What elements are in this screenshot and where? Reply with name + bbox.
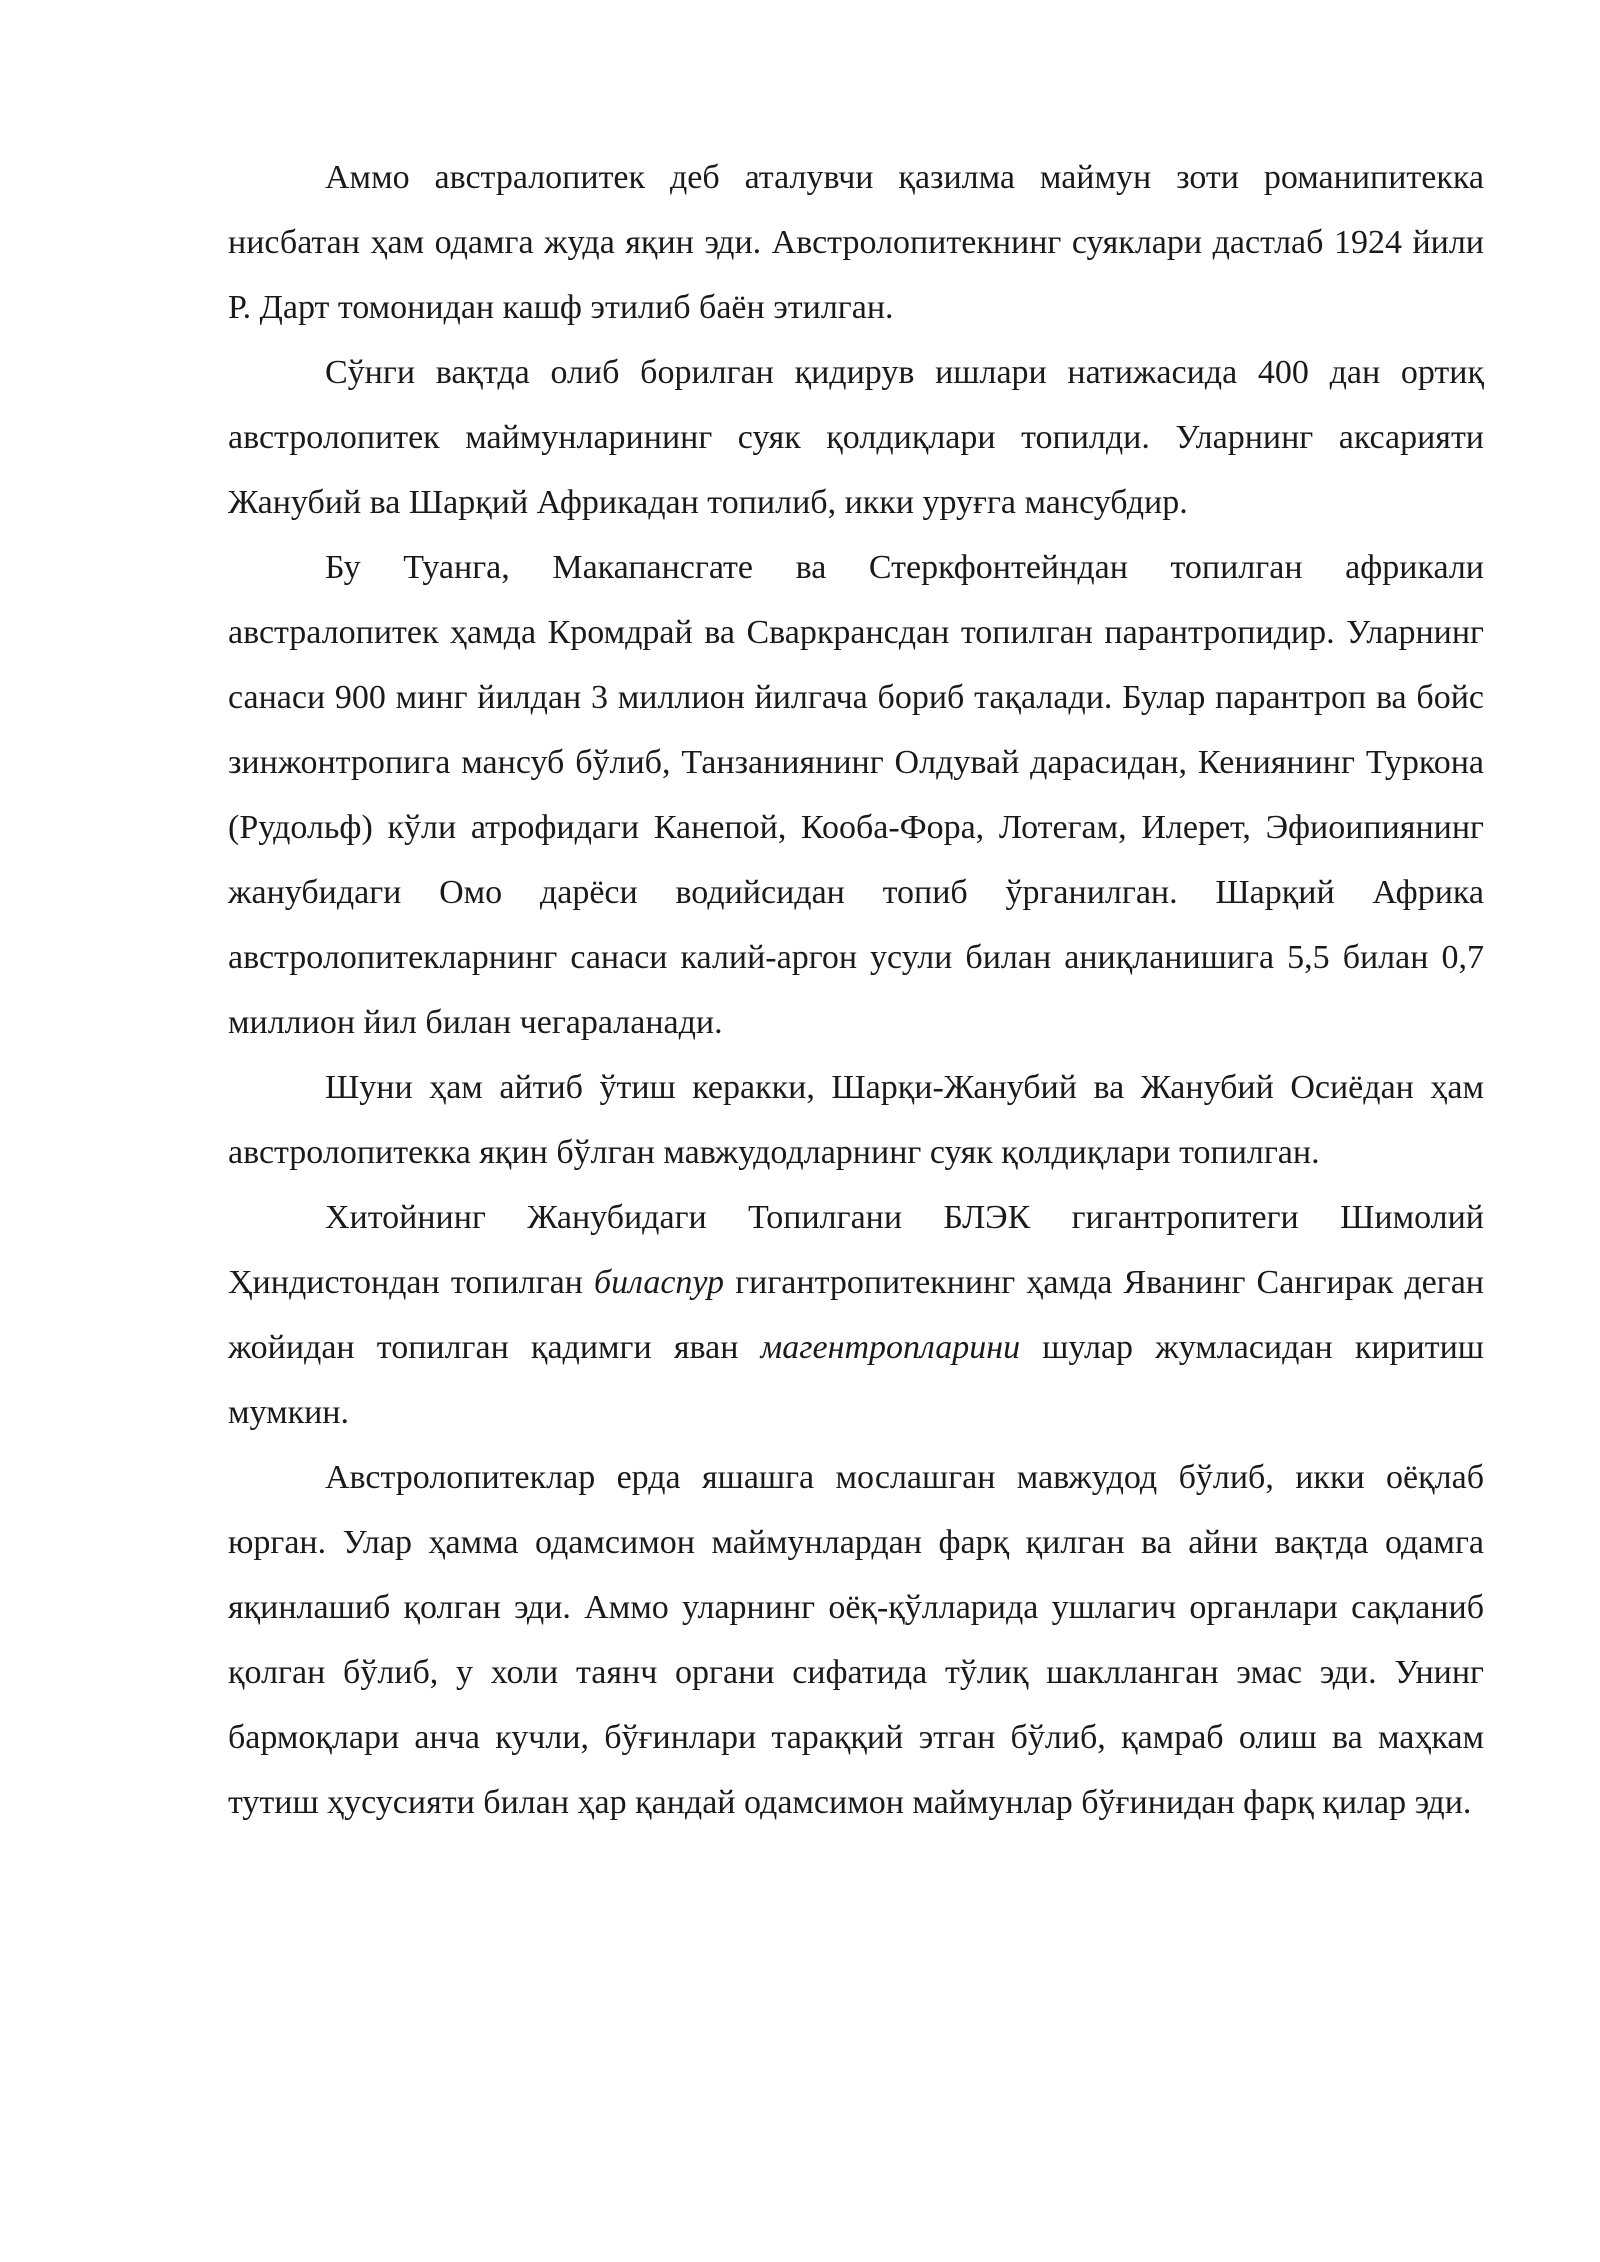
paragraph-1-text: Аммо австралопитек деб аталувчи қазилма маймун зоти романипитекка нисбатан ҳам одамга жуда яқин эди. Австролопитекнинг суяклари дастлаб 1924 йили Р. Дарт томонидан кашф этилиб баён этилган. <box>228 159 1484 326</box>
paragraph-6 <box>228 1445 1484 1835</box>
paragraph-2 <box>228 340 1484 535</box>
paragraph-5-text-part-2: гигантропитекнинг ҳамда Яванинг Сангирак деган жойидан топилган қадимги яван <box>228 1264 1484 1366</box>
paragraph-5-text-part-3: шулар жумласидан киритиш мумкин. <box>228 1329 1484 1431</box>
paragraph-1 <box>228 145 1484 340</box>
paragraph-3 <box>228 535 1484 1055</box>
paragraph-4 <box>228 1055 1484 1185</box>
paragraph-2-text: Сўнги вақтда олиб борилган қидирув ишлари натижасида 400 дан ортиқ австролопитек маймунларининг суяк қолдиқлари топилди. Уларнинг аксарияти Жанубий ва Шарқий Африкадан топилиб, икки уруғга мансубдир. <box>228 354 1484 521</box>
paragraph-4-text: Шуни ҳам айтиб ўтиш керакки, Шарқи-Жанубий ва Жанубий Осиёдан ҳам австролопитекка яқин бўлган мавжудодларнинг суяк қолдиқлари топилган. <box>228 1069 1484 1171</box>
paragraph-5-text-part-1: Хитойнинг Жанубидаги Топилгани БЛЭК гигантропитеги Шимолий Ҳиндистондан топилган <box>228 1199 1484 1301</box>
document-page <box>228 145 1484 1835</box>
paragraph-5 <box>228 1185 1484 1445</box>
paragraph-5-italic-term-1: биласпур <box>593 1264 725 1301</box>
paragraph-3-text: Бу Туанга, Макапансгате ва Стеркфонтейндан топилган африкали австралопитек ҳамда Кромдрай ва Сваркрансдан топилган парантропидир. Уларнинг санаси 900 минг йилдан 3 миллион йилгача бориб тақалади. Булар парантроп ва бойс зинжонтропига мансуб бўлиб, Танзаниянинг Олдувай дарасидан, Кениянинг Туркона (Рудольф) кўли атрофидаги Канепой, Кооба-Фора, Лотегам, Илерет, Эфиоипиянинг жанубидаги Омо дарёси водийсидан топиб ўрганилган. Шарқий Африка австролопитекларнинг санаси калий-аргон усули билан аниқланишига 5,5 билан 0,7 миллион йил билан чегараланади. <box>228 549 1484 1041</box>
paragraph-5-italic-term-2: магентропларини <box>760 1329 1021 1366</box>
paragraph-6-text: Австролопитеклар ерда яшашга мослашган мавжудод бўлиб, икки оёқлаб юрган. Улар ҳамма одамсимон маймунлардан фарқ қилган ва айни вақтда одамга яқинлашиб қолган эди. Аммо уларнинг оёқ-қўлларида ушлагич органлари сақланиб қолган бўлиб, у холи таянч органи сифатида тўлиқ шаклланган эмас эди. Унинг бармоқлари анча кучли, бўғинлари тараққий этган бўлиб, қамраб олиш ва маҳкам тутиш ҳусусияти билан ҳар қандай одамсимон маймунлар бўғинидан фарқ қилар эди. <box>228 1459 1484 1821</box>
